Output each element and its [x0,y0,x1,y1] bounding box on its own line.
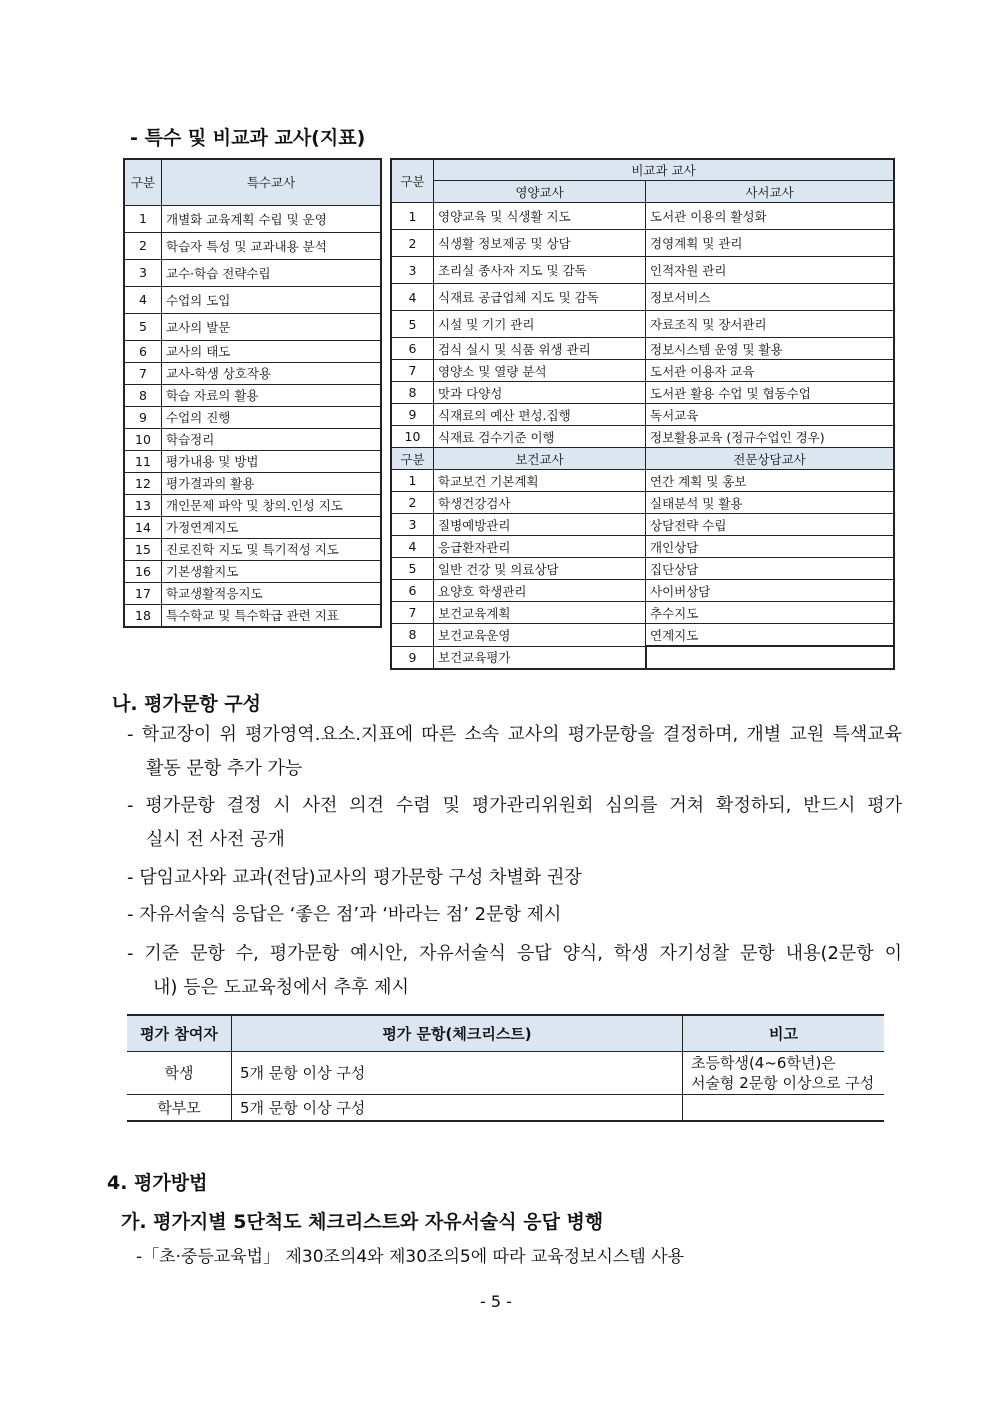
bullet-5 [127,937,902,1005]
nonsubject-row-no: 6 [391,580,434,602]
nonsubject-row-nutrition: 식재료 검수기준 이행 [434,426,646,448]
special-row-text: 학습 자료의 활용 [162,384,382,406]
nonsubject-row-counselor: 사이버상담 [646,580,895,602]
special-row-text: 학교생활적응지도 [162,582,382,604]
special-row-no: 15 [124,538,162,560]
sub-heading-na: 나. 평가문항 구성 [112,693,261,715]
special-row [124,428,381,450]
nonsubject-row-health: 보건교육운영 [434,624,646,647]
nonsubject-row-librarian: 정보시스템 운영 및 활용 [646,338,895,360]
bullet-1 [127,718,902,786]
special-row-no: 7 [124,362,162,384]
nonsubject-row-librarian: 인적자원 관리 [646,257,895,284]
nonsubject-row-health: 학교보건 기본계획 [434,470,646,492]
nonsubject-row-health: 학생건강검사 [434,492,646,514]
special-row-text: 교사-학생 상호작용 [162,362,382,384]
page-number: - 5 - [480,1292,512,1311]
nonsubject-bottom-row [391,602,894,624]
nonsubject-row-counselor: 상담전략 수립 [646,514,895,536]
nonsubject-row-no: 10 [391,426,434,448]
bullet-5-line1: - 기준 문항 수, 평가문항 예시안, 자유서술식 응답 양식, 학생 자기성찰 문항 내용(2문항 이 [127,943,902,964]
special-row [124,516,381,538]
nonsubject-row-no: 7 [391,602,434,624]
nonsubject-bottom-row [391,558,894,580]
special-row-no: 1 [124,205,162,232]
bullet-4: - 자유서술식 응답은 ‘좋은 점’과 ‘바라는 점’ 2문항 제시 [127,904,562,925]
special-row-no: 4 [124,286,162,313]
nonsubject-row-no: 5 [391,311,434,338]
special-row-no: 9 [124,406,162,428]
nonsubject-row-nutrition: 검식 실시 및 식품 위생 관리 [434,338,646,360]
special-row-text: 가정연계지도 [162,516,382,538]
participant-row-parent-who: 학부모 [127,1094,232,1121]
nonsubject-row-counselor: 추수지도 [646,602,895,624]
nonsubject-row-nutrition: 영양소 및 열량 분석 [434,360,646,382]
nonsubject-row-no: 2 [391,230,434,257]
special-row-text: 교사의 발문 [162,313,382,340]
nonsubject-row-health: 요양호 학생관리 [434,580,646,602]
special-row-no: 2 [124,232,162,259]
special-row-text: 개별화 교육계획 수립 및 운영 [162,205,382,232]
special-col-no: 구분 [124,159,162,205]
special-row [124,406,381,428]
nonsubject-row-librarian: 자료조직 및 장서관리 [646,311,895,338]
nonsubject-row-nutrition: 맛과 다양성 [434,382,646,404]
nonsubject-row-librarian: 정보활용교육 (정규수업인 경우) [646,426,895,448]
special-row [124,538,381,560]
nonsubject-bottom-row [391,536,894,558]
nonsubject-row-nutrition: 시설 및 기기 관리 [434,311,646,338]
participant-note-line2: 서술형 2문항 이상으로 구성 [691,1073,875,1092]
nonsubject-row-no: 6 [391,338,434,360]
nonsubject-top-row [391,284,894,311]
special-row [124,560,381,582]
participant-note-line1: 초등학생(4~6학년)은 [691,1053,836,1072]
nonsubject-bottom-row [391,624,894,647]
special-row-no: 10 [124,428,162,450]
sub-heading-ga: 가. 평가지별 5단척도 체크리스트와 자유서술식 응답 병행 [121,1211,604,1233]
nonsubject-row-health: 질병예방관리 [434,514,646,536]
nonsubject-row-health: 일반 건강 및 의료상담 [434,558,646,580]
participant-row-parent-items: 5개 문항 이상 구성 [232,1094,683,1121]
participant-row-student-items: 5개 문항 이상 구성 [232,1051,683,1094]
special-row [124,450,381,472]
participant-row-student-note [683,1051,885,1094]
nonsubject-row-nutrition: 식재료의 예산 편성.집행 [434,404,646,426]
special-row [124,259,381,286]
special-row-text: 학습정리 [162,428,382,450]
nonsubject-top-row [391,203,894,230]
nonsubject-row-no: 9 [391,404,434,426]
special-row [124,472,381,494]
special-row [124,205,381,232]
nonsubject-row-librarian: 도서관 활용 수업 및 협동수업 [646,382,895,404]
nonsubject-row-nutrition: 식재료 공급업체 지도 및 감독 [434,284,646,311]
special-row-no: 11 [124,450,162,472]
special-row-text: 특수학교 및 특수학급 관련 지표 [162,604,382,627]
nonsubject-top-row [391,360,894,382]
nonsubject-row-nutrition: 조리실 종사자 지도 및 감독 [434,257,646,284]
nonsubject-row-no: 7 [391,360,434,382]
special-row [124,604,381,627]
section4-heading: 4. 평가방법 [107,1172,208,1194]
participant-row-student-who: 학생 [127,1051,232,1094]
section-heading: - 특수 및 비교과 교사(지표) [130,127,366,149]
special-row [124,232,381,259]
nonsubject-top-row [391,426,894,448]
nonsubject-col-health: 보건교사 [434,448,646,470]
special-row-no: 18 [124,604,162,627]
nonsubject-col-librarian: 사서교사 [646,181,895,203]
nonsubject-bottom-row [391,580,894,602]
special-row [124,313,381,340]
bullet-2-line2: 실시 전 사전 공개 [146,829,285,850]
special-row-text: 교사의 태도 [162,340,382,362]
nonsubject-col-nutrition: 영양교사 [434,181,646,203]
nonsubject-row-no: 8 [391,624,434,647]
nonsubject-top-row [391,382,894,404]
nonsubject-row-no: 2 [391,492,434,514]
special-row-text: 수업의 도입 [162,286,382,313]
special-row [124,384,381,406]
nonsubject-row-no: 3 [391,514,434,536]
bullet-5-line2: 내) 등은 도교육청에서 추후 제시 [153,977,409,998]
nonsubject-row-counselor: 개인상담 [646,536,895,558]
participant-header-items: 평가 문항(체크리스트) [232,1015,683,1051]
nonsubject-row-counselor: 연간 계획 및 홍보 [646,470,895,492]
nonsubject-row-counselor [646,646,895,669]
nonsubject-row-librarian: 도서관 이용자 교육 [646,360,895,382]
nonsubject-col-no2: 구분 [391,448,434,470]
nonsubject-row-health: 응급환자관리 [434,536,646,558]
nonsubject-col-no: 구분 [391,159,434,203]
special-row-no: 16 [124,560,162,582]
special-row-no: 3 [124,259,162,286]
special-row-text: 평가결과의 활용 [162,472,382,494]
special-row-no: 13 [124,494,162,516]
bullet-2-line1: - 평가문항 결정 시 사전 의견 수렴 및 평가관리위원회 심의를 거쳐 확정하되, 반드시 평가 [127,795,902,816]
nonsubject-teacher-table [390,158,895,670]
nonsubject-row-librarian: 독서교육 [646,404,895,426]
special-teacher-table [123,158,382,628]
nonsubject-bottom-row [391,514,894,536]
nonsubject-row-no: 8 [391,382,434,404]
special-row [124,286,381,313]
participant-header-note: 비고 [683,1015,885,1051]
nonsubject-row-no: 3 [391,257,434,284]
nonsubject-top-row [391,230,894,257]
special-col-title: 특수교사 [162,159,382,205]
participant-header-who: 평가 참여자 [127,1015,232,1051]
special-row [124,582,381,604]
nonsubject-top-row [391,257,894,284]
nonsubject-top-row [391,338,894,360]
nonsubject-row-librarian: 정보서비스 [646,284,895,311]
special-row-no: 14 [124,516,162,538]
nonsubject-bottom-row [391,492,894,514]
nonsubject-row-no: 9 [391,646,434,669]
nonsubject-col-counselor: 전문상담교사 [646,448,895,470]
special-row-text: 수업의 진행 [162,406,382,428]
special-row-no: 17 [124,582,162,604]
special-row-text: 학습자 특성 및 교과내용 분석 [162,232,382,259]
nonsubject-row-nutrition: 식생활 정보제공 및 상담 [434,230,646,257]
nonsubject-row-nutrition: 영양교육 및 식생활 지도 [434,203,646,230]
special-row-no: 8 [124,384,162,406]
bullet-3: - 담임교사와 교과(전담)교사의 평가문항 구성 차별화 권장 [127,867,582,888]
participant-row-parent-note [683,1094,885,1121]
special-row-text: 진로진학 지도 및 특기적성 지도 [162,538,382,560]
nonsubject-row-no: 1 [391,470,434,492]
special-row [124,494,381,516]
nonsubject-row-no: 4 [391,536,434,558]
nonsubject-row-no: 4 [391,284,434,311]
special-row-no: 6 [124,340,162,362]
nonsubject-group-title: 비교과 교사 [434,159,895,181]
nonsubject-row-no: 5 [391,558,434,580]
participant-table [127,1014,884,1122]
nonsubject-row-librarian: 도서관 이용의 활성화 [646,203,895,230]
special-row-text: 평가내용 및 방법 [162,450,382,472]
special-row-text: 기본생활지도 [162,560,382,582]
bullet-1-line2: 활동 문항 추가 가능 [146,758,303,779]
nonsubject-bottom-row [391,470,894,492]
special-row-no: 12 [124,472,162,494]
law-line: -「초·중등교육법」 제30조의4와 제30조의5에 따라 교육정보시스템 사용 [136,1247,685,1267]
nonsubject-top-row [391,404,894,426]
special-row-text: 개인문제 파악 및 창의.인성 지도 [162,494,382,516]
nonsubject-row-librarian: 경영계획 및 관리 [646,230,895,257]
nonsubject-row-counselor: 실태분석 및 활용 [646,492,895,514]
nonsubject-row-health: 보건교육평가 [434,646,646,669]
nonsubject-top-row [391,311,894,338]
nonsubject-row-counselor: 연계지도 [646,624,895,647]
nonsubject-row-no: 1 [391,203,434,230]
nonsubject-row-counselor: 집단상담 [646,558,895,580]
special-row-no: 5 [124,313,162,340]
nonsubject-bottom-row [391,646,894,669]
special-row-text: 교수·학습 전략수립 [162,259,382,286]
special-row [124,362,381,384]
bullet-2 [127,789,902,857]
bullet-1-line1: - 학교장이 위 평가영역.요소.지표에 따른 소속 교사의 평가문항을 결정하며, 개별 교원 특색교육 [127,724,902,745]
nonsubject-row-health: 보건교육계획 [434,602,646,624]
special-row [124,340,381,362]
